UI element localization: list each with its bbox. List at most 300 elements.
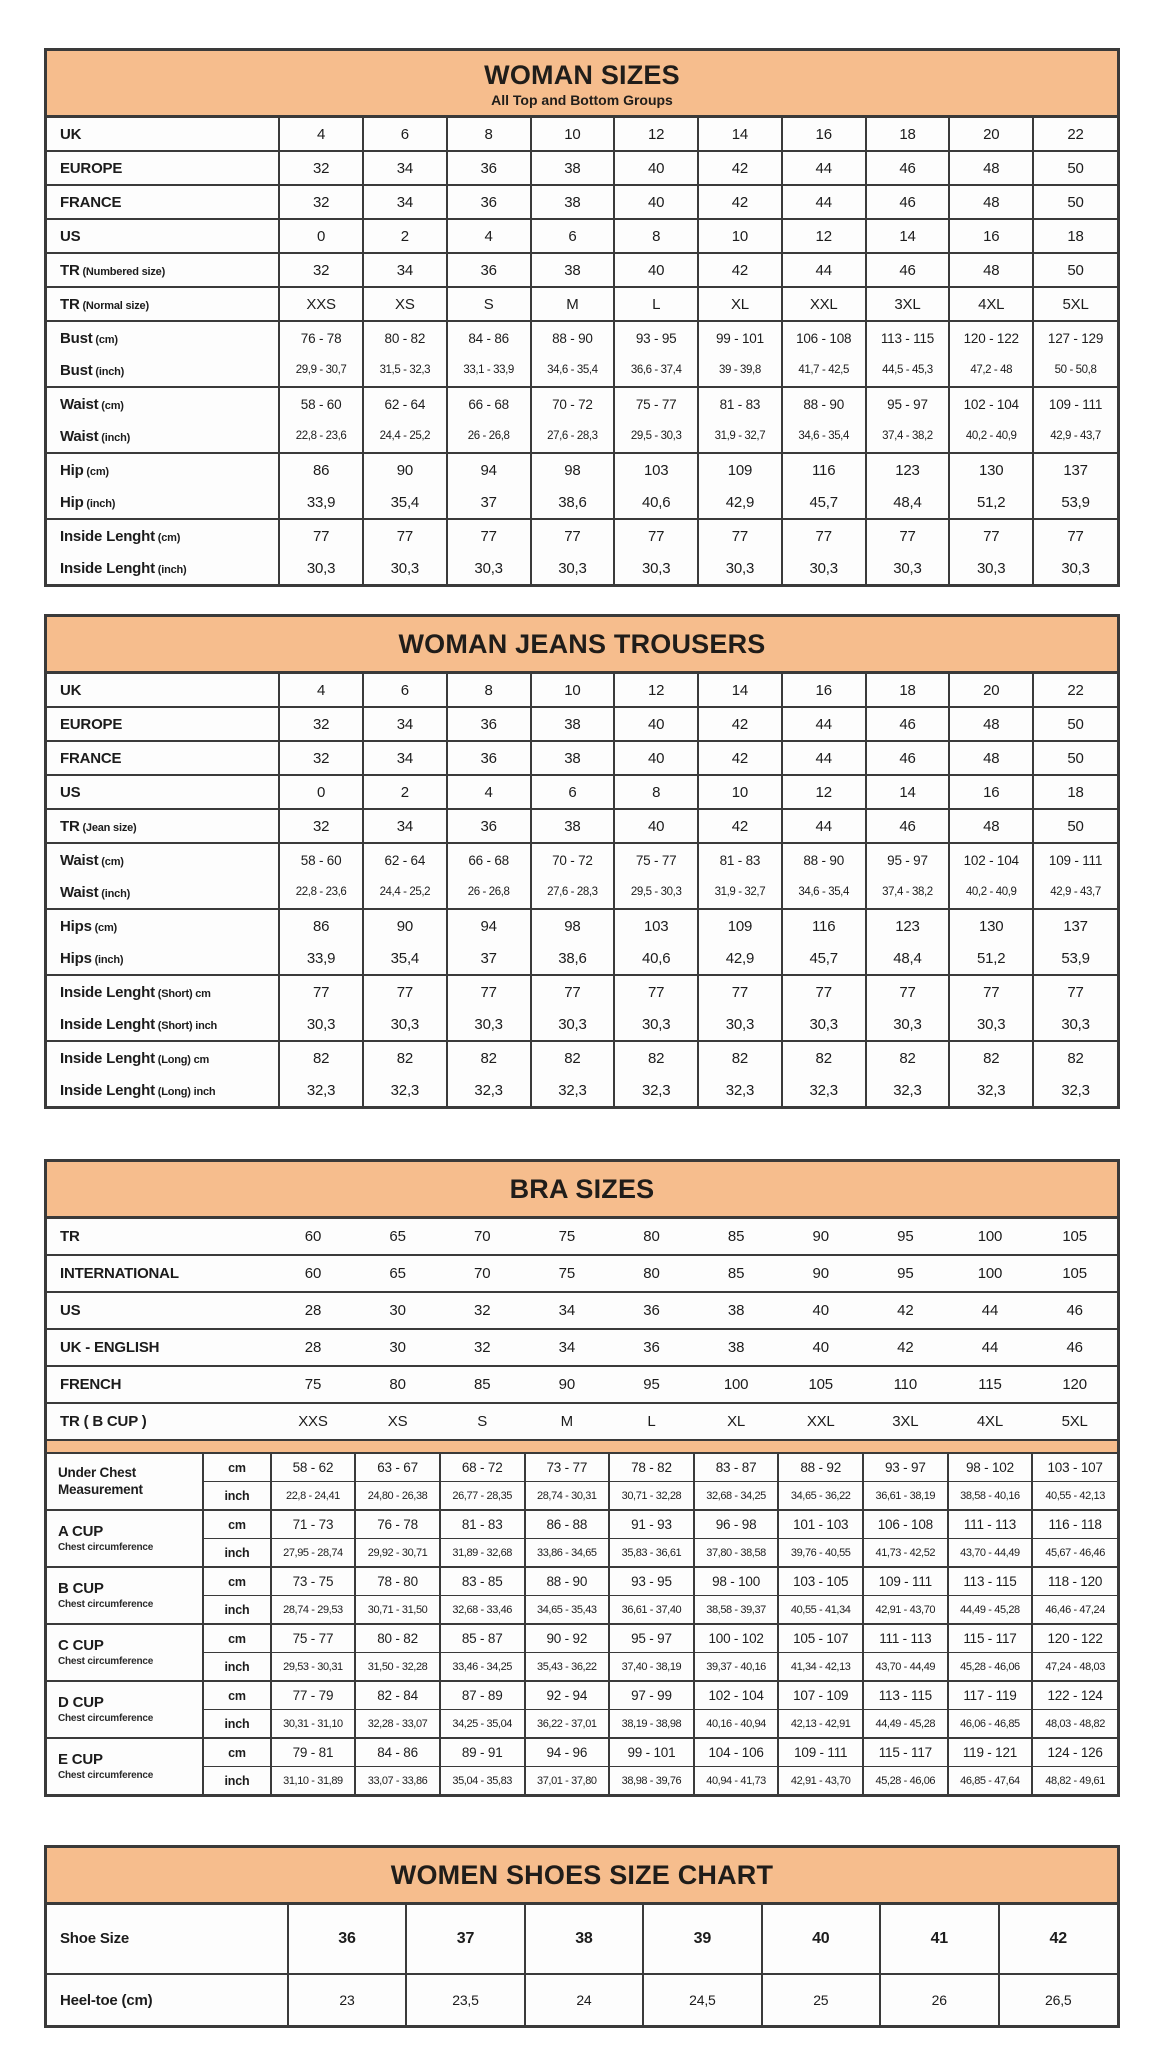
table-row: [47, 1596, 1117, 1625]
size-cell: 82: [1033, 1041, 1117, 1074]
size-cell: 40: [614, 741, 698, 775]
size-cell: 75: [558, 1265, 575, 1282]
size-cell: 34,6 - 35,4: [531, 354, 615, 387]
size-cell: 41: [880, 1905, 998, 1974]
row-label: [47, 552, 279, 584]
unit-inch: inch: [203, 1710, 270, 1739]
size-cell: 39: [643, 1905, 761, 1974]
size-cell: 30,3: [363, 552, 447, 584]
size-cell: 12: [614, 118, 698, 151]
size-cell: 26,5: [999, 1974, 1118, 2025]
size-cell: 48,4: [866, 942, 950, 975]
size-cell: 2: [363, 219, 447, 253]
size-cell: 96 - 98: [694, 1510, 779, 1539]
size-cell: 33,07 - 33,86: [355, 1767, 440, 1795]
size-cell: 12: [782, 219, 866, 253]
size-cell: 77: [447, 519, 531, 552]
size-cell: 16: [782, 674, 866, 707]
row-label: [47, 185, 279, 219]
size-cell: 100: [723, 1376, 749, 1393]
row-label: [47, 118, 279, 151]
size-cell: 30,3: [949, 552, 1033, 584]
row-label-unit: (inch): [98, 887, 131, 900]
divider-row: [47, 1440, 1117, 1453]
cup-name: E CUP: [58, 1750, 103, 1768]
size-cell: 32,3: [447, 1074, 531, 1106]
size-cell: 78 - 82: [609, 1453, 694, 1482]
size-cell: 70 - 72: [531, 387, 615, 420]
size-cell: 16: [782, 118, 866, 151]
row-label-text: Inside Lenght: [60, 1015, 155, 1033]
row-label: TR: [60, 1228, 80, 1245]
size-cell: 46: [866, 185, 950, 219]
woman-jeans-header: [47, 617, 1117, 674]
row-label: INTERNATIONAL: [60, 1265, 179, 1282]
cup-name: Under Chest Measurement: [58, 1464, 143, 1497]
table-row: [47, 1403, 1117, 1440]
table-row: [47, 118, 1117, 151]
shoes-title: WOMEN SHOES SIZE CHART: [390, 1860, 774, 1890]
table-row: [47, 1710, 1117, 1739]
size-cell: 46,85 - 47,64: [948, 1767, 1033, 1795]
row-label-text: Inside Lenght: [60, 983, 155, 1001]
row-label: [47, 1041, 279, 1074]
size-cell: 120 - 122: [949, 321, 1033, 354]
size-cell: 3XL: [866, 287, 950, 321]
size-cell: 51,2: [949, 942, 1033, 975]
row-label: [47, 975, 279, 1008]
row-label-unit: (Long) cm: [154, 1053, 210, 1066]
size-cell: 26,77 - 28,35: [440, 1482, 525, 1511]
size-cell: 95: [643, 1376, 660, 1393]
size-cell: 36,6 - 37,4: [614, 354, 698, 387]
size-cell: 37,4 - 38,2: [866, 876, 950, 909]
size-cell: 82: [614, 1041, 698, 1074]
size-cell: 10: [531, 118, 615, 151]
row-group: [47, 321, 1117, 387]
size-cell: 47,2 - 48: [949, 354, 1033, 387]
size-cell: 38: [531, 707, 615, 741]
size-cell: 111 - 113: [948, 1510, 1033, 1539]
unit-inch: inch: [203, 1596, 270, 1625]
size-cell: 81 - 83: [698, 387, 782, 420]
size-cell: 40: [762, 1905, 880, 1974]
size-cell: 32,3: [531, 1074, 615, 1106]
size-cell: 71 - 73: [271, 1510, 356, 1539]
size-cell: 73 - 75: [271, 1567, 356, 1596]
size-cell: 46: [1066, 1339, 1083, 1356]
size-cell: 42: [698, 809, 782, 843]
row-label-text: Hips: [60, 917, 92, 935]
size-cell: 60: [304, 1228, 322, 1245]
table-row: [47, 519, 1117, 552]
bra-sizes-title: BRA SIZES: [509, 1174, 655, 1204]
size-cell: 102 - 104: [949, 387, 1033, 420]
row-label-text: Inside Lenght: [60, 1049, 155, 1067]
shoes-size-table: [47, 1905, 1117, 2025]
cup-group: [47, 1681, 1117, 1738]
size-cell: 28,74 - 29,53: [271, 1596, 356, 1625]
size-cell: 20: [949, 674, 1033, 707]
divider-band: [47, 1440, 1117, 1453]
table-row: [47, 741, 1117, 775]
size-cell: 42: [698, 151, 782, 185]
size-cell: 70: [474, 1228, 491, 1245]
row-label: [47, 1074, 279, 1106]
table-row: [47, 1567, 1117, 1596]
size-cell: 27,95 - 28,74: [271, 1539, 356, 1568]
size-cell: 0: [279, 775, 363, 809]
size-cell: 37: [447, 942, 531, 975]
row-label: [47, 942, 279, 975]
row-label-unit: (Short) cm: [154, 987, 211, 1000]
table-row: [47, 775, 1117, 809]
woman-sizes-header: [47, 51, 1117, 118]
size-cell: 50: [1033, 151, 1117, 185]
size-cell: 3XL: [892, 1413, 919, 1430]
size-cell: 48,4: [866, 486, 950, 519]
row-label: [47, 321, 279, 354]
size-cell: 29,9 - 30,7: [279, 354, 363, 387]
table-row: [47, 1366, 1117, 1403]
size-cell: 14: [698, 118, 782, 151]
size-cell: 45,67 - 46,46: [1032, 1539, 1117, 1568]
size-cell: 14: [698, 674, 782, 707]
size-cell: 100: [977, 1265, 1003, 1282]
size-cell: 80 - 82: [355, 1624, 440, 1653]
size-cell: 77: [866, 519, 950, 552]
size-cell: 77: [363, 519, 447, 552]
row-group: [47, 151, 1117, 185]
size-cell: 34,65 - 35,43: [525, 1596, 610, 1625]
table-row: [47, 552, 1117, 584]
size-cell: 14: [866, 219, 950, 253]
size-cell: 38,58 - 39,37: [694, 1596, 779, 1625]
row-label-text: Hip: [60, 493, 84, 511]
size-cell: 81 - 83: [698, 843, 782, 876]
size-cell: 77: [531, 975, 615, 1008]
size-cell: 41,7 - 42,5: [782, 354, 866, 387]
size-cell: 42,9 - 43,7: [1033, 876, 1117, 909]
size-cell: 38,58 - 40,16: [948, 1482, 1033, 1511]
size-cell: 30,3: [447, 1008, 531, 1041]
size-cell: 37: [406, 1905, 524, 1974]
size-cell: 44,49 - 45,28: [948, 1596, 1033, 1625]
size-cell: 46,06 - 46,85: [948, 1710, 1033, 1739]
size-cell: 48: [949, 809, 1033, 843]
size-cell: 25: [762, 1974, 880, 2025]
size-cell: 34,6 - 35,4: [782, 876, 866, 909]
size-cell: 24,4 - 25,2: [363, 876, 447, 909]
row-label: [47, 876, 279, 909]
size-cell: 40: [614, 185, 698, 219]
unit-cm: cm: [203, 1681, 270, 1710]
size-cell: 109 - 111: [1033, 387, 1117, 420]
row-label: [47, 909, 279, 942]
size-cell: 83 - 85: [440, 1567, 525, 1596]
row-label: [47, 453, 279, 486]
size-cell: 30,3: [782, 552, 866, 584]
size-cell: 109: [698, 909, 782, 942]
size-cell: 62 - 64: [363, 387, 447, 420]
size-cell: 38,98 - 39,76: [609, 1767, 694, 1795]
size-cell: 95 - 97: [866, 387, 950, 420]
table-row: [47, 1767, 1117, 1795]
cup-group: [47, 1510, 1117, 1567]
size-cell: 30,3: [698, 552, 782, 584]
size-cell: 6: [531, 219, 615, 253]
size-cell: 36: [447, 707, 531, 741]
size-cell: 53,9: [1033, 486, 1117, 519]
size-cell: 34: [363, 707, 447, 741]
size-cell: 75: [558, 1228, 575, 1245]
cup-group: [47, 1624, 1117, 1681]
cup-group: [47, 1567, 1117, 1624]
table-row: [47, 674, 1117, 707]
size-cell: 77: [866, 975, 950, 1008]
unit-cm: cm: [203, 1738, 270, 1767]
size-cell: 83 - 87: [694, 1453, 779, 1482]
row-group: [47, 674, 1117, 707]
size-cell: 32,3: [866, 1074, 950, 1106]
size-cell: 38: [525, 1905, 643, 1974]
size-cell: 40: [614, 253, 698, 287]
table-row: [47, 707, 1117, 741]
size-cell: 32: [279, 809, 363, 843]
size-cell: 44: [782, 741, 866, 775]
size-cell: 105: [1062, 1265, 1087, 1282]
size-cell: 31,9 - 32,7: [698, 876, 782, 909]
size-cell: 32,68 - 34,25: [694, 1482, 779, 1511]
size-cell: 32,3: [949, 1074, 1033, 1106]
size-cell: 91 - 93: [609, 1510, 694, 1539]
size-cell: 90: [363, 909, 447, 942]
size-cell: 42: [698, 707, 782, 741]
size-cell: 82 - 84: [355, 1681, 440, 1710]
size-cell: 22,8 - 23,6: [279, 876, 363, 909]
cup-label: [47, 1624, 203, 1681]
size-cell: 85: [474, 1376, 491, 1393]
size-cell: 26 - 26,8: [447, 420, 531, 453]
size-cell: 30,71 - 31,50: [355, 1596, 440, 1625]
size-cell: 94: [447, 453, 531, 486]
unit-cm: cm: [203, 1453, 270, 1482]
size-cell: 38: [531, 741, 615, 775]
size-cell: 39 - 39,8: [698, 354, 782, 387]
table-row: [47, 453, 1117, 486]
size-cell: 82: [782, 1041, 866, 1074]
bra-sizes-table: [47, 1219, 1117, 1794]
size-cell: 113 - 115: [866, 321, 950, 354]
row-label-unit: (inch): [83, 497, 116, 510]
size-cell: 32,3: [1033, 1074, 1117, 1106]
woman-sizes-table: [47, 118, 1117, 584]
size-cell: 50: [1033, 707, 1117, 741]
cup-label: [47, 1453, 203, 1510]
size-cell: 14: [866, 775, 950, 809]
size-cell: 48: [949, 707, 1033, 741]
cup-label: [47, 1738, 203, 1794]
size-cell: 104 - 106: [694, 1738, 779, 1767]
size-cell: 30,3: [531, 1008, 615, 1041]
size-cell: 115: [978, 1376, 1002, 1393]
size-cell: 37,01 - 37,80: [525, 1767, 610, 1795]
size-cell: 50 - 50,8: [1033, 354, 1117, 387]
woman-jeans-title: WOMAN JEANS TROUSERS: [398, 629, 766, 659]
size-cell: XXS: [298, 1413, 328, 1430]
size-cell: 20: [949, 118, 1033, 151]
size-cell: 95 - 97: [609, 1624, 694, 1653]
size-cell: 10: [531, 674, 615, 707]
size-cell: 111 - 113: [863, 1624, 948, 1653]
cup-label: [47, 1681, 203, 1738]
size-cell: 30,3: [1033, 552, 1117, 584]
size-cell: 5XL: [1061, 1413, 1088, 1430]
size-cell: 89 - 91: [440, 1738, 525, 1767]
size-cell: 46: [866, 151, 950, 185]
size-cell: 75: [304, 1376, 322, 1393]
size-cell: 29,5 - 30,3: [614, 876, 698, 909]
size-cell: 90: [812, 1228, 829, 1245]
size-cell: 30,3: [614, 1008, 698, 1041]
row-group: [47, 118, 1117, 151]
row-group: [47, 741, 1117, 775]
size-cell: 24,4 - 25,2: [363, 420, 447, 453]
row-label-unit: (Short) inch: [154, 1019, 218, 1032]
size-cell: 38: [531, 151, 615, 185]
size-cell: 32: [279, 151, 363, 185]
row-group: [47, 387, 1117, 453]
size-cell: 29,53 - 30,31: [271, 1653, 356, 1682]
size-cell: 90 - 92: [525, 1624, 610, 1653]
size-cell: 109 - 111: [778, 1738, 863, 1767]
size-cell: 44,49 - 45,28: [863, 1710, 948, 1739]
row-label: [47, 486, 279, 519]
unit-inch: inch: [203, 1767, 270, 1795]
size-cell: 99 - 101: [698, 321, 782, 354]
size-cell: 40,2 - 40,9: [949, 420, 1033, 453]
row-label-text: FRANCE: [60, 193, 122, 211]
row-group: [47, 185, 1117, 219]
row-label-unit: (Long) inch: [154, 1085, 216, 1098]
size-cell: 77: [279, 519, 363, 552]
size-cell: 35,4: [363, 486, 447, 519]
size-cell: 80: [643, 1228, 660, 1245]
table-row: [47, 809, 1117, 843]
table-row: [47, 354, 1117, 387]
size-cell: 42: [897, 1339, 914, 1356]
size-cell: 65: [389, 1265, 406, 1282]
size-cell: 32: [279, 707, 363, 741]
size-cell: 53,9: [1033, 942, 1117, 975]
size-cell: 48: [949, 741, 1033, 775]
size-cell: 51,2: [949, 486, 1033, 519]
size-cell: 45,28 - 46,06: [863, 1767, 948, 1795]
table-row: [47, 1681, 1117, 1710]
size-cell: 42,91 - 43,70: [778, 1767, 863, 1795]
size-cell: 16: [949, 219, 1033, 253]
size-cell: 62 - 64: [363, 843, 447, 876]
size-cell: 35,4: [363, 942, 447, 975]
size-cell: 36: [643, 1339, 660, 1356]
size-cell: 32: [279, 253, 363, 287]
size-cell: 32: [279, 741, 363, 775]
table-row: [47, 185, 1117, 219]
size-cell: 98: [531, 453, 615, 486]
size-cell: 102 - 104: [694, 1681, 779, 1710]
row-group: [47, 909, 1117, 975]
shoes-rows: [47, 1905, 1117, 2025]
row-label-unit: (cm): [92, 333, 118, 346]
size-cell: 92 - 94: [525, 1681, 610, 1710]
row-label-text: EUROPE: [60, 715, 123, 733]
size-cell: 32,28 - 33,07: [355, 1710, 440, 1739]
size-cell: 31,50 - 32,28: [355, 1653, 440, 1682]
row-label-text: Bust: [60, 361, 93, 379]
size-cell: 137: [1033, 453, 1117, 486]
size-cell: 30,3: [363, 1008, 447, 1041]
row-group: [47, 975, 1117, 1041]
row-label-unit: (cm): [98, 399, 124, 412]
size-cell: 6: [531, 775, 615, 809]
size-cell: 32,3: [363, 1074, 447, 1106]
size-cell: 123: [866, 453, 950, 486]
cup-label: [47, 1567, 203, 1624]
size-cell: 46: [1066, 1302, 1083, 1319]
size-cell: 88 - 90: [782, 387, 866, 420]
row-label: [47, 707, 279, 741]
cup-group: [47, 1453, 1117, 1510]
size-cell: 81 - 83: [440, 1510, 525, 1539]
row-label-text: Waist: [60, 395, 99, 413]
size-cell: 33,1 - 33,9: [447, 354, 531, 387]
size-cell: 12: [782, 775, 866, 809]
size-cell: 122 - 124: [1032, 1681, 1117, 1710]
row-label: [47, 674, 279, 707]
size-cell: 38: [727, 1302, 745, 1319]
size-cell: 31,9 - 32,7: [698, 420, 782, 453]
row-label-text: TR: [60, 295, 80, 313]
size-cell: 116: [782, 453, 866, 486]
size-cell: 32,3: [698, 1074, 782, 1106]
row-label: [47, 809, 279, 843]
size-cell: 100 - 102: [694, 1624, 779, 1653]
size-cell: 6: [363, 118, 447, 151]
size-cell: 29,5 - 30,3: [614, 420, 698, 453]
unit-inch: inch: [203, 1653, 270, 1682]
woman-sizes-subtitle: All Top and Bottom Groups: [491, 92, 673, 108]
size-cell: 30,3: [531, 552, 615, 584]
size-cell: M: [531, 287, 615, 321]
row-label-text: UK: [60, 681, 82, 699]
size-cell: 24,5: [643, 1974, 761, 2025]
size-cell: 5XL: [1033, 287, 1117, 321]
size-cell: 88 - 90: [525, 1567, 610, 1596]
size-cell: 77: [614, 519, 698, 552]
row-label-text: EUROPE: [60, 159, 123, 177]
size-cell: 18: [1033, 219, 1117, 253]
size-cell: 77: [1033, 975, 1117, 1008]
woman-jeans-table: [47, 674, 1117, 1106]
table-row: [47, 1255, 1117, 1292]
table-row: [47, 420, 1117, 453]
size-cell: 33,46 - 34,25: [440, 1653, 525, 1682]
size-cell: 58 - 62: [271, 1453, 356, 1482]
size-cell: 34: [558, 1339, 575, 1356]
size-cell: 44: [782, 151, 866, 185]
size-cell: 94: [447, 909, 531, 942]
size-cell: 12: [614, 674, 698, 707]
